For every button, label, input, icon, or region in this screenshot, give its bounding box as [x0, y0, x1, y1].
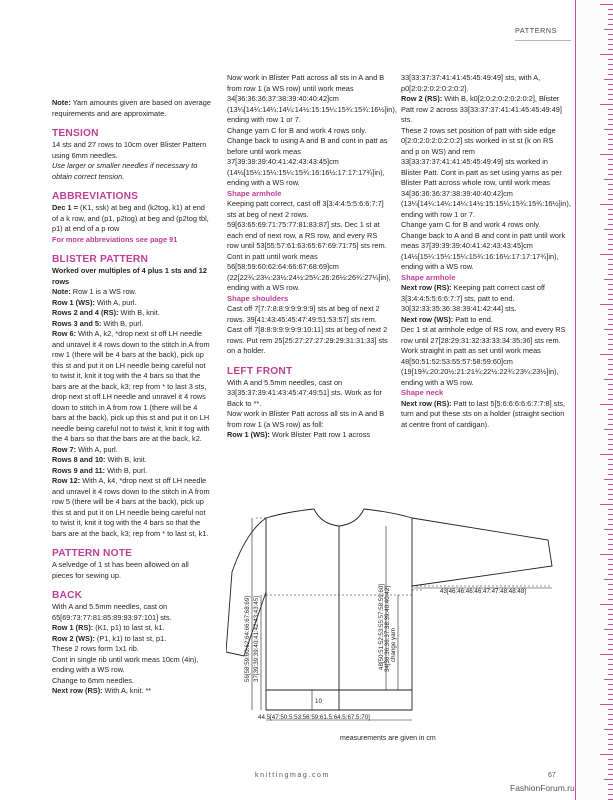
- ruler-tick: [608, 794, 613, 795]
- ruler-tick: [608, 174, 613, 175]
- ruler-tick: [608, 194, 613, 195]
- blister-note: [52, 287, 212, 298]
- ruler-tick: [608, 674, 613, 675]
- ruler-tick: [604, 379, 613, 380]
- row-text: Keeping patt correct cast off 3[3:4:4:5:5:6:6:7:7] sts, patt to end. 30[32:33:35:36:38:39:41:42:44] sts.: [401, 283, 545, 313]
- row-text: Work Blister Patt row 1 across: [269, 430, 371, 439]
- change-yarn-label: change yarn: [390, 627, 397, 662]
- ruler-tick: [608, 99, 613, 100]
- ruler-tick: [600, 454, 613, 455]
- ruler-tick: [608, 339, 613, 340]
- ruler-tick: [604, 779, 613, 780]
- ruler-tick: [608, 784, 613, 785]
- ruler-tick: [608, 349, 613, 350]
- ruler-tick: [608, 149, 613, 150]
- ruler-tick: [608, 539, 613, 540]
- ruler-tick: [604, 29, 613, 30]
- abbreviation-label: Dec 1 =: [52, 203, 78, 212]
- blister-row-6: [52, 329, 212, 445]
- ruler-tick: [608, 414, 613, 415]
- diagram-caption: measurements are given in cm: [340, 735, 436, 742]
- ruler-tick: [608, 769, 613, 770]
- ruler-tick: [600, 4, 613, 5]
- ruler-tick: [608, 89, 613, 90]
- back-heading: BACK: [52, 590, 83, 601]
- ruler-tick: [608, 699, 613, 700]
- ruler-tick: [608, 719, 613, 720]
- back-cont-text: Cont in single rib until work meas 10cm (4in), ending with a WS row.: [52, 654, 199, 674]
- ruler-tick: [608, 84, 613, 85]
- page-number: 67: [548, 772, 556, 779]
- ruler-tick: [608, 664, 613, 665]
- ruler-tick: [608, 34, 613, 35]
- ruler-tick: [608, 359, 613, 360]
- abbreviations-heading: ABBREVIATIONS: [52, 191, 139, 202]
- row-text: With B, knit.: [105, 455, 147, 464]
- ruler-tick: [608, 9, 613, 10]
- tension-text: 14 sts and 27 rows to 10cm over Blister Pattern using 6mm needles.: [52, 140, 207, 160]
- ruler-tick: [608, 609, 613, 610]
- row-label: Rows 8 and 10:: [52, 455, 106, 464]
- ruler-tick: [604, 629, 613, 630]
- ruler-tick: [608, 384, 613, 385]
- ruler-tick: [600, 654, 613, 655]
- ruler-tick: [608, 494, 613, 495]
- ruler-tick: [608, 214, 613, 215]
- back-rib-text: These 2 rows form 1x1 rib.: [52, 644, 139, 653]
- ruler-tick: [608, 59, 613, 60]
- ruler-tick: [608, 224, 613, 225]
- row-label: Row 2 (RS):: [401, 94, 443, 103]
- back-text: With A and 5.5mm needles, cast on 65[69:73:77:81:85:89:93:97:101] sts.: [52, 602, 172, 622]
- pattern-note-heading: PATTERN NOTE: [52, 548, 133, 559]
- c3-paragraph-5: Dec 1 st at armhole edge of RS row, and every RS row until 27[28:29:31:32:33:33:34:35:36] sts rem. Work straight in patt as set until work meas 48[50:51:52:53:55:57:58:59:60]cm (19[19¾:20:20½:21:21¾:22½:22¾:23¼:23½]in), ending with a WS row.: [401, 325, 566, 387]
- ruler-tick: [608, 69, 613, 70]
- ruler-tick: [608, 249, 613, 250]
- row-label: Row 1 (RS):: [52, 623, 94, 632]
- ruler-tick: [608, 259, 613, 260]
- row-label: Row 2 (WS):: [52, 633, 95, 643]
- ruler-tick: [608, 644, 613, 645]
- ruler-tick: [608, 619, 613, 620]
- ruler-tick: [608, 774, 613, 775]
- dashed-guides: [256, 518, 552, 595]
- ruler-tick: [600, 604, 613, 605]
- row-text: With B, knit.: [118, 308, 160, 317]
- ruler-tick: [608, 419, 613, 420]
- blister-heading: BLISTER PATTERN: [52, 254, 149, 265]
- row-label: Next row (RS):: [401, 283, 452, 292]
- ruler-tick: [600, 554, 613, 555]
- ruler-tick: [600, 54, 613, 55]
- ruler-tick: [608, 309, 613, 310]
- ruler-tick: [608, 239, 613, 240]
- ruler-tick: [608, 299, 613, 300]
- ruler-tick: [600, 304, 613, 305]
- ruler-tick: [608, 749, 613, 750]
- ruler-tick: [608, 489, 613, 490]
- ruler-tick: [604, 729, 613, 730]
- ruler-tick: [608, 374, 613, 375]
- row-label: Rows 2 and 4 (RS):: [52, 308, 119, 317]
- row-text: With A, purl.: [76, 444, 118, 454]
- ruler-tick: [608, 614, 613, 615]
- ruler-tick: [608, 509, 613, 510]
- c3-next-row-rs: [401, 283, 567, 315]
- ruler-tick: [608, 639, 613, 640]
- section-header: [515, 26, 571, 37]
- ruler-tick: [608, 144, 613, 145]
- ruler-tick: [600, 254, 613, 255]
- ruler-tick: [600, 704, 613, 705]
- ruler-tick: [608, 314, 613, 315]
- c2-paragraph-1: Now work in Blister Patt across all sts in A and B from row 1 (a WS row) until work meas 34[36:36:36:37:38:39:40:40:42]cm (13¼[14¼:14¼:14¼:14½:15:15¼:15¾:15¾:16½]in), ending with row 1 or 7.: [227, 73, 397, 124]
- ruler-tick: [608, 599, 613, 600]
- note-label: Note:: [52, 98, 71, 107]
- c3-neck-heading: Shape neck: [401, 388, 444, 397]
- back-next-row: [52, 686, 212, 697]
- ruler-tick: [604, 129, 613, 130]
- c2-shoulders-text: Cast off 7[7:7:8:8:9:9:9:9:9] sts at beg of next 2 rows. 39[41:43:45:45:47:49:51:53:57] sts rem. Cast off 7[8:8:9:9:9:9:9:10:11] sts at beg of next 2 rows. Put rem 25[25:27:27:27:29:29:31:31:33] sts on a holder.: [227, 304, 388, 355]
- ruler-tick: [608, 389, 613, 390]
- sleeve-width-label: 43[46:46:46:46:47:47:48:48:48]: [440, 588, 527, 595]
- ruler-tick: [608, 319, 613, 320]
- ruler-tick: [608, 344, 613, 345]
- ruler-tick: [608, 724, 613, 725]
- ruler-tick: [608, 734, 613, 735]
- ruler-tick: [604, 229, 613, 230]
- ruler-tick: [608, 534, 613, 535]
- ruler-tick: [604, 429, 613, 430]
- ruler-tick: [608, 569, 613, 570]
- ruler-tick: [608, 684, 613, 685]
- ruler-tick: [608, 364, 613, 365]
- ruler-tick: [608, 424, 613, 425]
- ruler-tick: [608, 634, 613, 635]
- ruler-tick: [608, 94, 613, 95]
- ruler-tick: [608, 49, 613, 50]
- c3-paragraph-3: These 2 rows set position of patt with side edge 0[2:0:2:0:2:0:2:0:2] sts worked in st st (k on RS and p on WS) and rem 33[33:37:37:41:41:45:45:49:49] sts worked in Blister Patt. Cont in patt as set using yarns as per Blister Patt across whole row, until work meas 34[36:36:36:37:38:39:40:40:42]cm (13¼[14¼:14¼:14¼:14½:15:15¼:15¾:15¾:16½]in), ending with row 1 or 7.: [401, 125, 571, 219]
- blister-row-1: [52, 298, 212, 309]
- row-text: Patt to last 5[5:6:6:6:6:6:7:7:8] sts, turn and put these sts on a holder (straight section at centre front of cardigan).: [401, 398, 566, 429]
- ruler-tick: [608, 39, 613, 40]
- garment-schematic: [226, 502, 566, 732]
- ruler-tick: [608, 109, 613, 110]
- ruler-tick: [600, 154, 613, 155]
- front-length-label: 48[50:51:52:53:55:57:58:59:60]: [378, 583, 385, 670]
- c3-paragraph-1: 33[33:37:37:41:41:45:45:49:49] sts, with A, p0[2:0:2:0:2:0:2:0:2].: [401, 73, 541, 93]
- ruler-tick: [604, 279, 613, 280]
- c3-paragraph-4: Change yarn C for B and work 4 rows only. Change back to A and B and cont in patt until work meas 37[39:39:39:40:41:42:43:43:45]cm (14½[15¼:15¼:15¼:15¾:16:16½:17:17:17¾]in), ending with a WS row.: [401, 220, 566, 271]
- ruler-tick: [604, 529, 613, 530]
- pattern-note-text: A selvedge of 1 st has been allowed on all pieces for sewing up.: [52, 560, 189, 580]
- ruler-tick: [604, 179, 613, 180]
- ruler-tick: [608, 164, 613, 165]
- ruler-tick: [608, 514, 613, 515]
- ruler-tick: [608, 484, 613, 485]
- c3-armhole-heading: Shape armhole: [401, 272, 456, 282]
- ruler-tick: [608, 44, 613, 45]
- ruler-tick: [608, 739, 613, 740]
- blister-note-label: Note:: [52, 287, 71, 296]
- row-label: Rows 3 and 5:: [52, 318, 102, 328]
- ruler-tick: [608, 589, 613, 590]
- ruler-tick: [604, 679, 613, 680]
- ruler-tick: [608, 219, 613, 220]
- row-label: Row 7:: [52, 444, 77, 454]
- c2-armhole-heading: Shape armhole: [227, 188, 282, 198]
- measuring-ruler: [575, 0, 613, 800]
- ruler-tick: [608, 74, 613, 75]
- ruler-tick: [608, 564, 613, 565]
- ruler-tick: [608, 789, 613, 790]
- ruler-tick: [608, 209, 613, 210]
- ruler-tick: [608, 764, 613, 765]
- ruler-tick: [608, 189, 613, 190]
- row-label: Next row (RS):: [401, 398, 452, 408]
- ruler-tick: [604, 79, 613, 80]
- ruler-tick: [608, 159, 613, 160]
- row-text: With B, purl.: [101, 318, 144, 328]
- row-label: Rows 9 and 11:: [52, 465, 106, 475]
- ruler-tick: [608, 19, 613, 20]
- tension-heading: TENSION: [52, 128, 99, 139]
- ruler-tick: [608, 659, 613, 660]
- ruler-tick: [608, 244, 613, 245]
- ruler-tick: [608, 114, 613, 115]
- ruler-tick: [608, 139, 613, 140]
- ruler-tick: [604, 479, 613, 480]
- rib-depth-label: 10: [315, 698, 322, 705]
- ruler-tick: [608, 369, 613, 370]
- ruler-tick: [608, 399, 613, 400]
- ruler-tick: [608, 459, 613, 460]
- blister-subheading: Worked over multiples of 4 plus 1 sts and 12 rows: [52, 266, 207, 286]
- ruler-tick: [608, 474, 613, 475]
- blister-note-text: Row 1 is a WS row.: [70, 287, 137, 296]
- ruler-tick: [608, 234, 613, 235]
- ruler-tick: [608, 449, 613, 450]
- ruler-tick: [608, 274, 613, 275]
- c2-armhole-text: Keeping patt correct, cast off 3[3:4:4:5:5:6:6:7:7] sts at beg of next 2 rows. 59[63:65:69:71:75:77:81:83:87] sts. Dec 1 st at each end of next row, a RS row, and every RS row until 53[55:57:61:63:65:67:69:71:75] sts rem.: [227, 199, 387, 250]
- footer-url: knittingmag.com: [255, 772, 330, 779]
- ruler-tick: [608, 549, 613, 550]
- left-front-heading: LEFT FRONT: [227, 365, 293, 377]
- ruler-tick: [600, 504, 613, 505]
- ruler-tick: [608, 714, 613, 715]
- ruler-tick: [608, 464, 613, 465]
- ruler-tick: [608, 199, 613, 200]
- blister-rows-9-11: [52, 466, 212, 477]
- left-front-text-2: Now work in Blister Patt across all sts in A and B from row 1 (a WS row) as foll:: [227, 409, 385, 429]
- left-front-text: With A and 5.5mm needles, cast on 33[35:37:39:41:43:45:47:49:51] sts. Work as for Back to **.: [227, 377, 383, 408]
- ruler-tick: [608, 469, 613, 470]
- ruler-tick: [608, 64, 613, 65]
- ruler-tick: [608, 559, 613, 560]
- ruler-tick: [608, 394, 613, 395]
- height-label: 56[58:59:60:62:64:66:67:68:69]: [244, 595, 251, 682]
- ruler-tick: [608, 434, 613, 435]
- c3-neck-next-row: [401, 399, 567, 431]
- row-text: (K1, p1) to last st, k1.: [93, 623, 165, 632]
- ruler-tick: [604, 329, 613, 330]
- ruler-tick: [608, 669, 613, 670]
- blister-rows-8-10: [52, 455, 212, 466]
- ruler-tick: [608, 574, 613, 575]
- ruler-tick: [600, 354, 613, 355]
- section-label: PATTERNS: [515, 26, 558, 35]
- watermark-text: FashionForum.ru: [510, 783, 575, 793]
- back-change-text: Change to 6mm needles.: [52, 675, 135, 685]
- ruler-tick: [608, 289, 613, 290]
- ruler-tick: [608, 284, 613, 285]
- blister-row-12: [52, 476, 212, 539]
- left-front-row-1: [227, 430, 391, 441]
- row-label: Row 6:: [52, 329, 77, 338]
- ruler-tick: [608, 594, 613, 595]
- row-text: With A, knit. **: [102, 686, 152, 695]
- ruler-tick: [608, 584, 613, 585]
- ruler-tick: [608, 119, 613, 120]
- ruler-tick: [608, 649, 613, 650]
- c2-shoulders-heading: Shape shoulders: [227, 293, 289, 303]
- c2-cont-text: Cont in patt until work meas 56[58:59:60:62:64:66:67:68:69]cm (22[22¾:23¼:23½:24½:25¼:26:26½:26¾:27¼]in), ending with a WS row.: [227, 251, 391, 292]
- ruler-tick: [608, 709, 613, 710]
- ruler-tick: [608, 264, 613, 265]
- row-label: Row 1 (WS):: [227, 430, 270, 439]
- row-text: With B, k0[2:0:2:0:2:0:2:0:2], Blister Patt row 2 across 33[33:37:37:41:41:45:45:49:49] sts.: [401, 94, 562, 124]
- ruler-tick: [608, 694, 613, 695]
- blister-row-7: [52, 445, 212, 456]
- ruler-tick: [608, 624, 613, 625]
- ruler-tick: [608, 269, 613, 270]
- right-sleeve-outline: [412, 518, 552, 586]
- ruler-tick: [608, 24, 613, 25]
- row-text: With B, purl.: [105, 465, 148, 475]
- ruler-tick: [608, 124, 613, 125]
- ruler-tick: [608, 14, 613, 15]
- ruler-tick: [608, 759, 613, 760]
- row-text: (P1, k1) to last st, p1.: [94, 633, 167, 643]
- ruler-tick: [608, 184, 613, 185]
- abbreviations-link[interactable]: For more abbreviations see page 91: [52, 234, 178, 244]
- armhole-height-label: 37[39:39:39:40:41:42:43:43:45]: [253, 595, 260, 682]
- column-1: [52, 98, 212, 697]
- blister-rows-2-4: [52, 308, 212, 319]
- column-2: [227, 73, 397, 441]
- row-label: Next row (WS):: [401, 314, 454, 324]
- note-text: Yarn amounts given are based on average requirements and are approximate.: [52, 98, 211, 118]
- ruler-tick: [608, 524, 613, 525]
- diagram-labels: [244, 584, 526, 721]
- c2-paragraph-2: Change yarn C for B and work 4 rows only. Change back to using A and B and cont in patt as before until work meas 37[39:39:39:40:41:42:43:43:45]cm (14½[15¼:15¼:15¼:15¾:16:16½:17:17:17¾]in), ending with a WS row.: [227, 125, 388, 187]
- row-label: Next row (RS):: [52, 686, 103, 695]
- ruler-tick: [608, 409, 613, 410]
- ruler-tick: [600, 204, 613, 205]
- tension-note: Use larger or smaller needles if necessary to obtain correct tension.: [52, 161, 198, 181]
- ruler-tick: [608, 499, 613, 500]
- back-row-1: [52, 623, 212, 634]
- row-text: Patt to end.: [453, 314, 493, 324]
- ruler-tick: [608, 689, 613, 690]
- ruler-tick: [608, 444, 613, 445]
- ruler-tick: [608, 134, 613, 135]
- back-row-2: [52, 634, 212, 645]
- row-label: Row 1 (WS):: [52, 297, 95, 307]
- ruler-tick: [608, 169, 613, 170]
- row-text: With A, k4, *drop next st off LH needle and unravel it 4 rows down to the stitch in A from row 5 (there will be 4 bars at the back), pick up this st and put it on LH needle being careful not to twist it, knit it tog with the 4 bars so that the bars are at the back, k3; rep from * to last st, k1.: [52, 476, 210, 538]
- ruler-tick: [600, 404, 613, 405]
- ruler-tick: [608, 519, 613, 520]
- c3-next-row-ws: [401, 315, 567, 326]
- note-paragraph: [52, 98, 212, 119]
- ruler-tick: [600, 754, 613, 755]
- row-label: Row 12:: [52, 476, 81, 485]
- row-text: With A, purl.: [94, 297, 137, 307]
- ruler-tick: [608, 324, 613, 325]
- ruler-tick: [608, 744, 613, 745]
- ruler-tick: [608, 294, 613, 295]
- abbreviation-dec1: [52, 203, 212, 235]
- front-body-label: 34[36:36:36:37:38:39:40:40:42]: [384, 585, 391, 672]
- body-width-label: 44.5[47:50.5:53:56:59:61.5:64.5:67.5:70]: [258, 714, 370, 721]
- column-3: [401, 73, 571, 430]
- c3-row-2: [401, 94, 567, 126]
- row-text: With A, k2, *drop next st off LH needle and unravel it 4 rows down to the stitch in A from row 1 (there will be 4 bars at the back), pick up this st and put it on LH needle being careful not to twist it, knit it tog with the 4 bars so that the bars are at the back, k3; rep from * to last 3 sts, drop next st off LH needle and unravel it 4 rows down to stitch in A from row 1 (there will be 4 bars at the back), pick up this st and put it on LH needle being careful not to twist it, knit it tog with the 4 bars so that the bars are at the back, k2.: [52, 329, 210, 443]
- ruler-tick: [608, 334, 613, 335]
- ruler-tick: [608, 544, 613, 545]
- ruler-tick: [608, 439, 613, 440]
- blister-rows-3-5: [52, 319, 212, 330]
- ruler-tick: [604, 579, 613, 580]
- abbreviation-text: (K1, ssk) at beg and (k2tog, k1) at end of a k row, and (p1, p2tog) at beg and (p2tog tbl, p1) at end of a p row: [52, 203, 209, 233]
- ruler-tick: [600, 104, 613, 105]
- header-rule: [515, 40, 571, 41]
